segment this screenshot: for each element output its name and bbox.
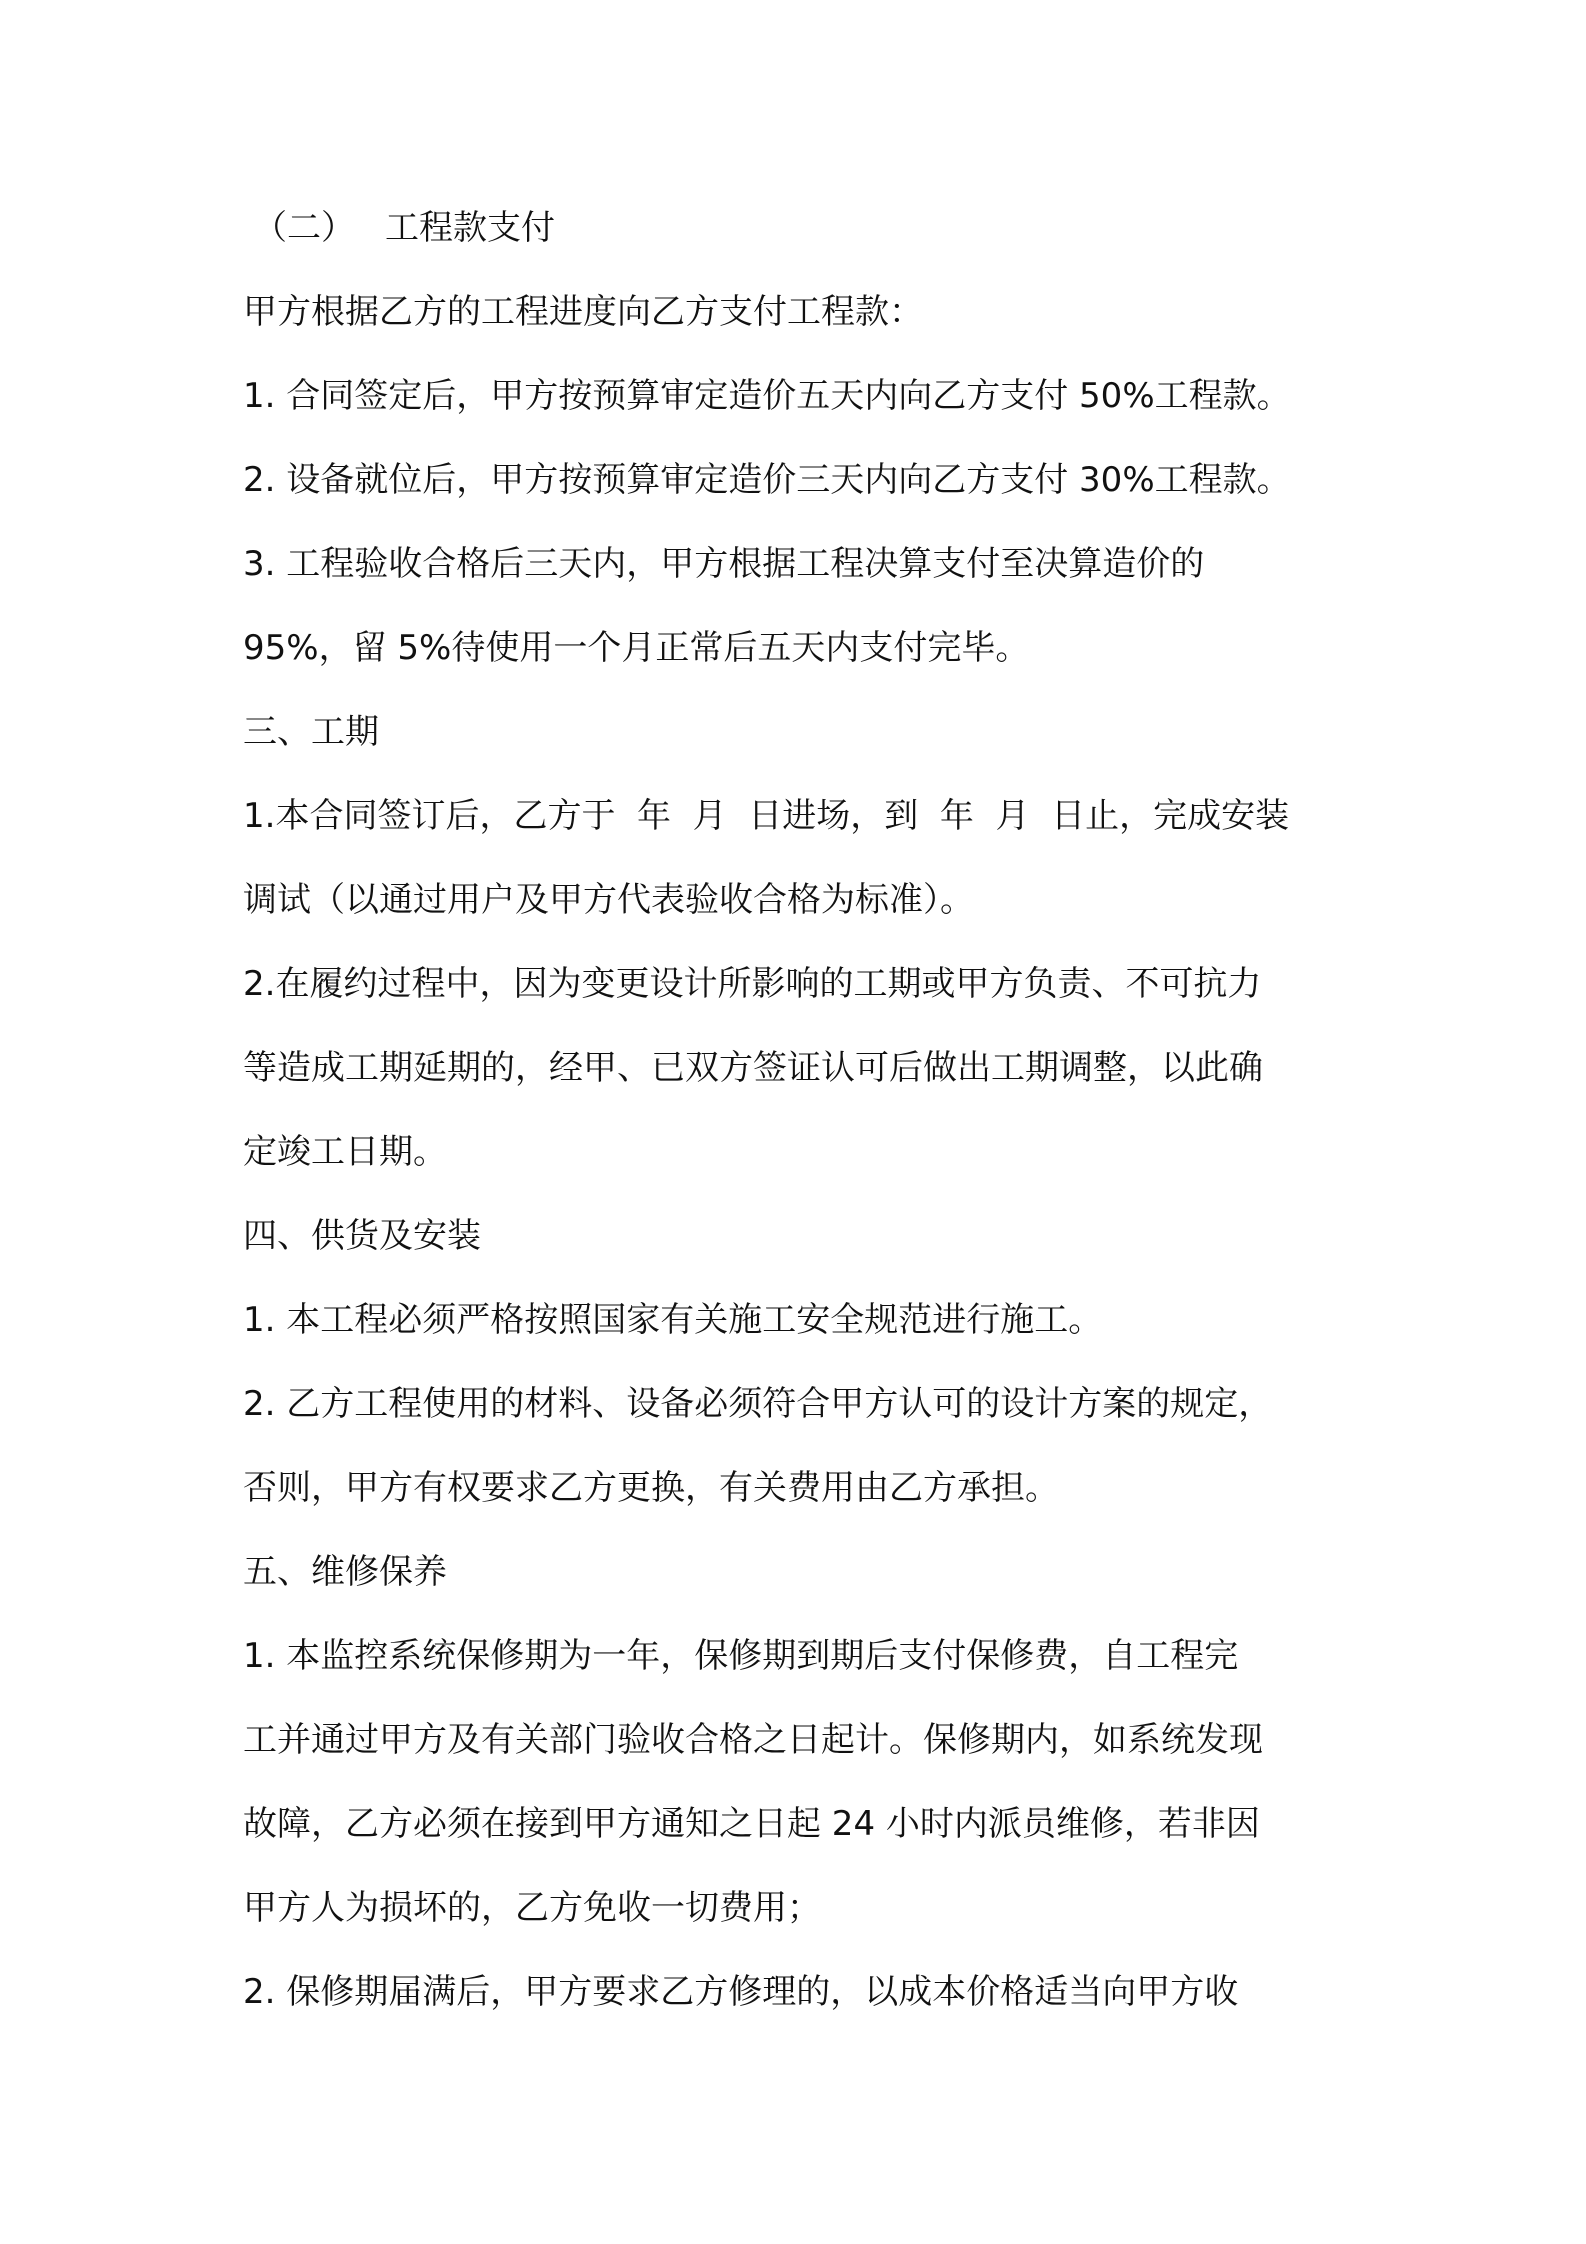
payment-item-2: 2. 设备就位后，甲方按预算审定造价三天内向乙方支付 30%工程款。 — [243, 460, 1291, 500]
payment-item-3-line-2: 95%，留 5%待使用一个月正常后五天内支付完毕。 — [243, 628, 1030, 668]
supply-item-1: 1. 本工程必须严格按照国家有关施工安全规范进行施工。 — [243, 1300, 1103, 1340]
subsection-title: 工程款支付 — [385, 208, 555, 248]
subsection-heading-payment — [243, 186, 1363, 270]
maintenance-item-1-line-2: 工并通过甲方及有关部门验收合格之日起计。保修期内，如系统发现 — [243, 1720, 1263, 1760]
section-heading-schedule: 三、工期 — [243, 712, 379, 752]
maintenance-item-1-line-4: 甲方人为损坏的，乙方免收一切费用； — [243, 1888, 821, 1928]
payment-intro: 甲方根据乙方的工程进度向乙方支付工程款： — [243, 292, 923, 332]
schedule-item-2-line-2: 等造成工期延期的，经甲、已双方签证认可后做出工期调整，以此确 — [243, 1048, 1263, 1088]
payment-item-3-line-1: 3. 工程验收合格后三天内，甲方根据工程决算支付至决算造价的 — [243, 544, 1205, 584]
payment-item-1: 1. 合同签定后，甲方按预算审定造价五天内向乙方支付 50%工程款。 — [243, 376, 1291, 416]
schedule-item-1-line-2: 调试（以通过用户及甲方代表验收合格为标准）。 — [243, 880, 974, 920]
maintenance-item-1-line-3: 故障，乙方必须在接到甲方通知之日起 24 小时内派员维修，若非因 — [243, 1804, 1260, 1844]
schedule-item-2-line-1: 2.在履约过程中，因为变更设计所影响的工期或甲方负责、不可抗力 — [243, 964, 1262, 1004]
supply-item-2-line-2: 否则，甲方有权要求乙方更换，有关费用由乙方承担。 — [243, 1468, 1059, 1508]
document-body — [243, 186, 1363, 2034]
subsection-number: （二） — [253, 208, 355, 248]
maintenance-item-2-line-1: 2. 保修期届满后，甲方要求乙方修理的，以成本价格适当向甲方收 — [243, 1972, 1239, 2012]
section-heading-maintenance: 五、维修保养 — [243, 1552, 447, 1592]
supply-item-2-line-1: 2. 乙方工程使用的材料、设备必须符合甲方认可的设计方案的规定， — [243, 1384, 1273, 1424]
maintenance-item-1-line-1: 1. 本监控系统保修期为一年，保修期到期后支付保修费，自工程完 — [243, 1636, 1239, 1676]
section-heading-supply: 四、供货及安装 — [243, 1216, 481, 1256]
schedule-item-2-line-3: 定竣工日期。 — [243, 1132, 447, 1172]
schedule-item-1-line-1: 1.本合同签订后，乙方于 年 月 日进场，到 年 月 日止，完成安装 — [243, 796, 1290, 836]
